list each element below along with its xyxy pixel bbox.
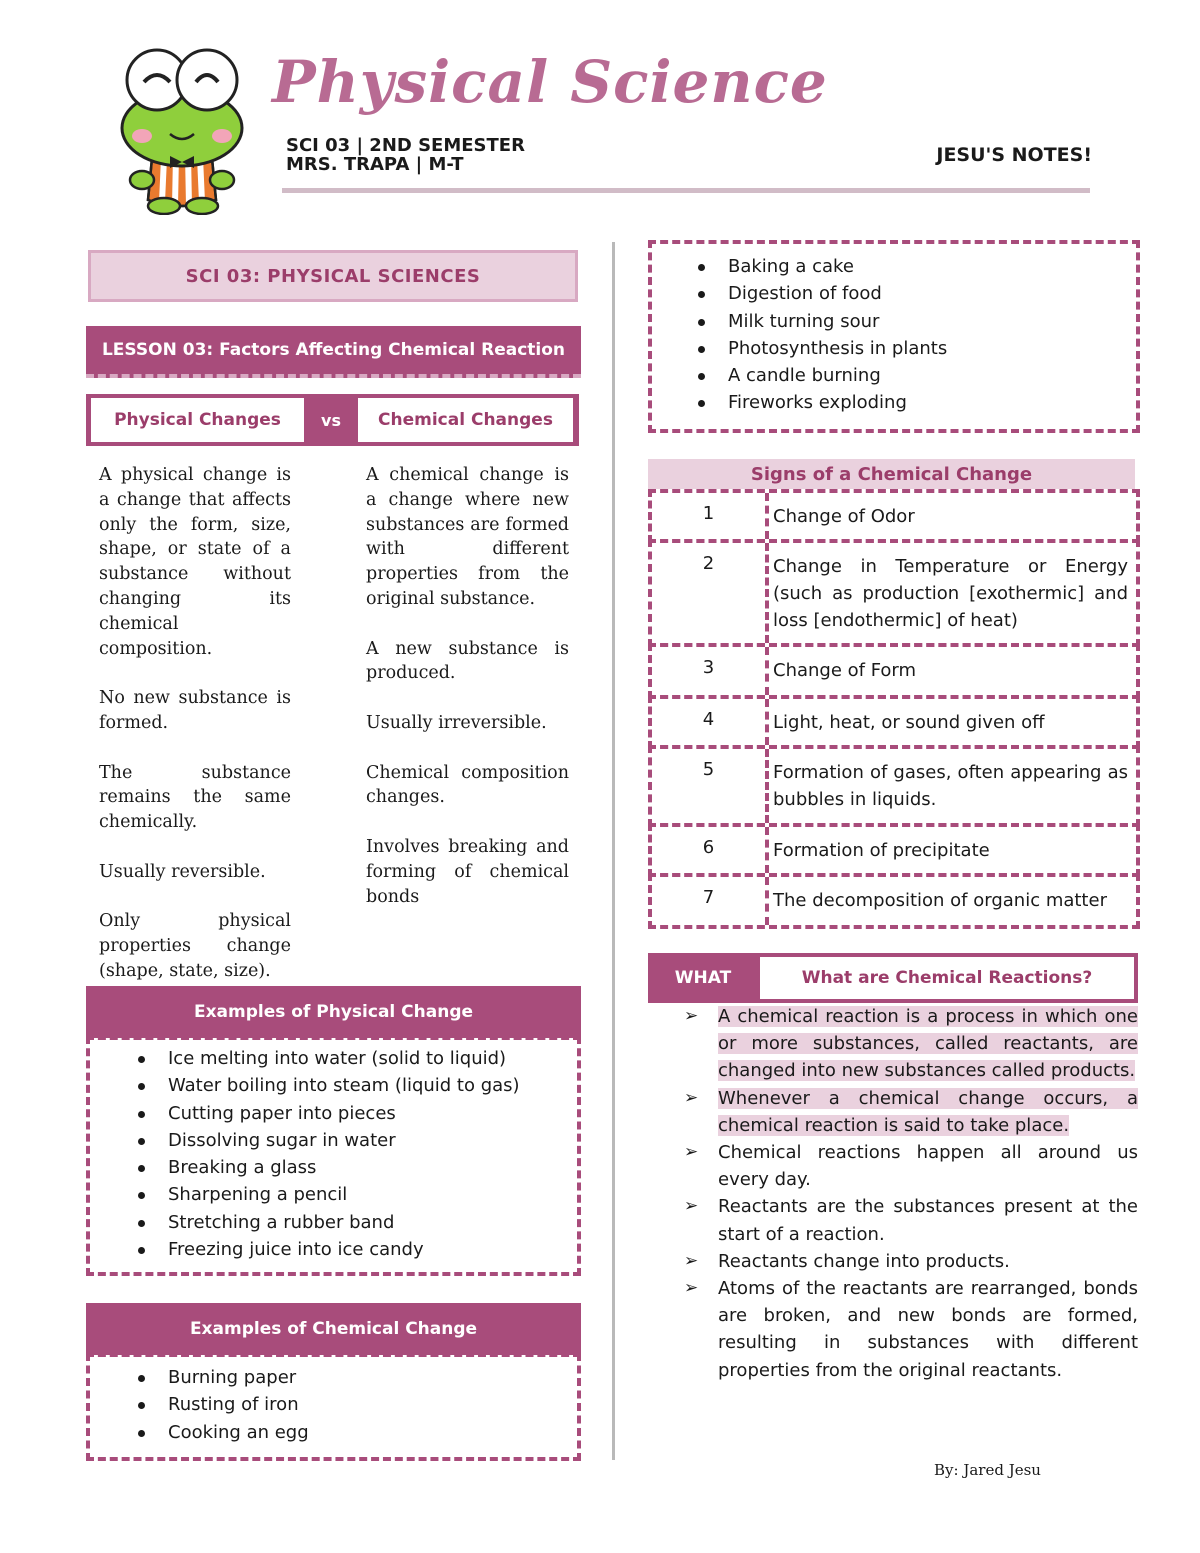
author-byline: By: Jared Jesu xyxy=(934,1461,1041,1479)
sign-number: 1 xyxy=(702,503,715,524)
list-item: Milk turning sour xyxy=(728,308,947,335)
column-divider xyxy=(612,242,615,1460)
reaction-text: Chemical reactions happen all around us every day. xyxy=(718,1142,1138,1191)
header-divider xyxy=(282,188,1090,193)
signs-heading: Signs of a Chemical Change xyxy=(648,459,1135,489)
table-row xyxy=(648,643,1140,699)
physical-changes-label: Physical Changes xyxy=(91,398,304,442)
cell-divider xyxy=(765,493,769,539)
list-item xyxy=(680,1193,1138,1247)
cell-divider xyxy=(765,647,769,695)
list-item: Fireworks exploding xyxy=(728,389,947,416)
sign-text: Change of Form xyxy=(773,660,917,681)
chemical-examples-continued-list xyxy=(728,253,947,417)
arrow-bullet-icon: ➢ xyxy=(684,1278,699,1299)
list-item: Photosynthesis in plants xyxy=(728,335,947,362)
list-item: Burning paper xyxy=(168,1364,309,1391)
arrow-bullet-icon: ➢ xyxy=(684,1006,699,1026)
list-item: Baking a cake xyxy=(728,253,947,280)
physical-point: The substance remains the same chemically. xyxy=(99,762,291,833)
sign-text: Change in Temperature or Energy (such as production [exothermic] and loss [endothermic] of heat) xyxy=(773,556,1128,631)
list-item: Water boiling into steam (liquid to gas) xyxy=(168,1072,520,1099)
sign-number: 7 xyxy=(702,887,715,908)
list-item xyxy=(680,1275,1138,1384)
physical-examples-list xyxy=(168,1045,520,1263)
chemical-point: A new substance is produced. xyxy=(366,638,569,684)
list-item: Cooking an egg xyxy=(168,1419,309,1446)
list-item xyxy=(680,1248,1138,1275)
physical-point: A physical change is a change that affects only the form, size, shape, or state of a substance without changing its chemical composition. xyxy=(99,465,291,659)
course-title-box: SCI 03: PHYSICAL SCIENCES xyxy=(88,250,578,302)
list-item: Freezing juice into ice candy xyxy=(168,1236,520,1263)
arrow-bullet-icon: ➢ xyxy=(684,1087,699,1108)
sign-number: 4 xyxy=(702,709,715,730)
teacher-info: MRS. TRAPA | M-T xyxy=(286,154,464,175)
frog-mascot-logo xyxy=(112,40,252,215)
arrow-bullet-icon: ➢ xyxy=(684,1196,699,1217)
page-title: Physical Science xyxy=(272,48,828,116)
reaction-text: Reactants are the substances present at the start of a reaction. xyxy=(718,1196,1138,1245)
lesson-title: LESSON 03: Factors Affecting Chemical Reaction xyxy=(86,326,581,378)
vs-label: vs xyxy=(321,410,341,430)
what-question: What are Chemical Reactions? xyxy=(760,957,1134,999)
sign-text: Formation of precipitate xyxy=(773,840,990,861)
list-item xyxy=(680,1139,1138,1193)
chemical-examples-heading: Examples of Chemical Change xyxy=(86,1303,581,1355)
reactions-list xyxy=(680,1003,1138,1384)
comparison-header xyxy=(86,394,579,446)
cell-divider xyxy=(765,699,769,745)
what-header xyxy=(648,953,1138,1003)
list-item xyxy=(680,1003,1138,1085)
sign-text: Light, heat, or sound given off xyxy=(773,712,1045,733)
cell-divider xyxy=(765,543,769,643)
list-item: Dissolving sugar in water xyxy=(168,1127,520,1154)
physical-examples-heading: Examples of Physical Change xyxy=(86,986,581,1038)
chemical-point: Involves breaking and forming of chemical bonds xyxy=(366,836,569,907)
physical-point: Only physical properties change (shape, state, size). xyxy=(99,911,291,981)
list-item: Digestion of food xyxy=(728,280,947,307)
reaction-text: A chemical reaction is a process in which one or more substances, called reactants, are changed into new substances called products. xyxy=(718,1006,1138,1082)
cell-divider xyxy=(765,877,769,925)
notes-label: JESU'S NOTES! xyxy=(936,144,1092,166)
chemical-examples-list xyxy=(168,1364,309,1446)
physical-point: No new substance is formed. xyxy=(99,688,291,733)
reaction-text: Reactants change into products. xyxy=(718,1250,1010,1272)
table-row xyxy=(648,823,1140,877)
chemical-point: Chemical composition changes. xyxy=(366,762,569,808)
list-item: Sharpening a pencil xyxy=(168,1181,520,1208)
list-item: Rusting of iron xyxy=(168,1391,309,1418)
sign-text: The decomposition of organic matter xyxy=(773,890,1107,911)
arrow-bullet-icon: ➢ xyxy=(684,1142,699,1163)
cell-divider xyxy=(765,827,769,873)
sign-text: Change of Odor xyxy=(773,506,915,527)
sign-text: Formation of gases, often appearing as bubbles in liquids. xyxy=(773,762,1128,810)
sign-number: 3 xyxy=(702,657,715,678)
list-item xyxy=(680,1085,1138,1139)
sign-number: 5 xyxy=(702,759,715,780)
sign-number: 2 xyxy=(702,553,715,574)
chemical-examples-box xyxy=(86,1353,581,1461)
list-item: Ice melting into water (solid to liquid) xyxy=(168,1045,520,1072)
cell-divider xyxy=(765,749,769,823)
chemical-changes-label: Chemical Changes xyxy=(358,398,573,442)
chemical-point: A chemical change is a change where new substances are formed with different properties from the original substance. xyxy=(366,465,569,609)
table-row xyxy=(648,873,1140,929)
list-item: Stretching a rubber band xyxy=(168,1209,520,1236)
chemical-point: Usually irreversible. xyxy=(366,712,547,733)
course-info: SCI 03 | 2ND SEMESTER xyxy=(286,135,525,156)
sign-number: 6 xyxy=(702,837,715,858)
table-row xyxy=(648,745,1140,827)
list-item: Cutting paper into pieces xyxy=(168,1100,520,1127)
table-row xyxy=(648,695,1140,749)
reaction-text: Whenever a chemical change occurs, a chemical reaction is said to take place. xyxy=(718,1087,1138,1136)
physical-point: Usually reversible. xyxy=(99,861,266,882)
table-row xyxy=(648,539,1140,647)
what-label: WHAT xyxy=(674,968,732,988)
list-item: A candle burning xyxy=(728,362,947,389)
arrow-bullet-icon: ➢ xyxy=(684,1250,699,1271)
reaction-text: Atoms of the reactants are rearranged, bonds are broken, and new bonds are formed, resulting in substances with different properties from the original reactants. xyxy=(718,1278,1138,1381)
list-item: Breaking a glass xyxy=(168,1154,520,1181)
table-row xyxy=(648,489,1140,543)
chemical-changes-column xyxy=(366,463,569,909)
physical-changes-column xyxy=(99,463,291,984)
